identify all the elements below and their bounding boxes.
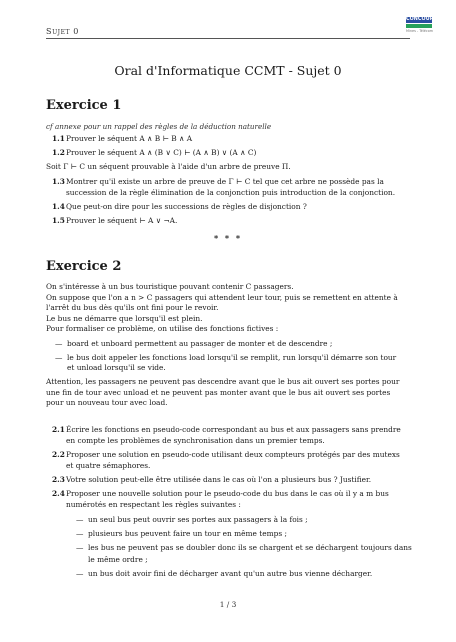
subject-header: Sujet 0 bbox=[46, 27, 79, 36]
question-number: 1.4 bbox=[52, 202, 65, 211]
exercise-2-heading: Exercice 2 bbox=[46, 259, 122, 274]
list-item bbox=[55, 339, 413, 350]
question-text: Prouver le séquent ⊢ A ∨ ¬A. bbox=[66, 216, 178, 225]
rule-item bbox=[76, 542, 416, 564]
list-item-text-continued: et unload lorsqu'il se vide. bbox=[67, 363, 166, 372]
question-text: Montrer qu'il existe un arbre de preuve de Γ ⊢ C tel que cet arbre ne possède pas la bbox=[66, 177, 384, 186]
question-text-continued: et quatre sémaphores. bbox=[66, 460, 151, 470]
question-text: Écrire les fonctions en pseudo-code correspondant au bus et aux passagers sans prendre bbox=[66, 425, 401, 434]
list-item-text: board et unboard permettent au passager de monter et de descendre ; bbox=[67, 339, 333, 348]
exercise-1-heading: Exercice 1 bbox=[46, 98, 122, 113]
question-number: 2.2 bbox=[52, 450, 65, 459]
paragraph-line: On s'intéresse à un bus touristique pouvant contenir C passagers. bbox=[46, 282, 294, 291]
question-2-4 bbox=[52, 489, 424, 510]
logo-subtext: Mines - Télécom bbox=[406, 29, 434, 33]
rule-text: les bus ne peuvent pas se doubler donc ils se chargent et se déchargent toujours dans bbox=[88, 543, 412, 553]
function-list bbox=[55, 339, 413, 374]
exercise-1-intro: cf annexe pour un rappel des règles de la déduction naturelle bbox=[46, 122, 272, 131]
question-text-continued: succession de la règle élimination de la conjonction puis introduction de la conjonction. bbox=[66, 187, 396, 197]
question-2-2 bbox=[52, 450, 424, 471]
rule-text: un bus doit avoir fini de décharger avant qu'un autre bus vienne décharger. bbox=[88, 568, 373, 578]
rule-text-continued: le même ordre ; bbox=[88, 554, 148, 564]
question-text: Que peut-on dire pour les successions de règles de disjonction ? bbox=[66, 202, 307, 211]
question-1-3 bbox=[52, 177, 424, 198]
paragraph-line: pour un nouveau tour avec load. bbox=[46, 398, 168, 407]
rule-item bbox=[76, 514, 416, 525]
question-number: 2.1 bbox=[52, 425, 65, 434]
paragraph-line: Pour formaliser ce problème, on utilise des fonctions fictives : bbox=[46, 324, 279, 333]
question-text: Prouver le séquent A ∧ (B ∨ C) ⊢ (A ∧ B) ∨ (A ∧ C) bbox=[66, 148, 257, 157]
question-number: 2.4 bbox=[52, 489, 65, 498]
question-1-4 bbox=[52, 202, 412, 213]
question-text: Proposer une solution en pseudo-code utilisant deux compteurs protégés par des mutexs bbox=[66, 450, 400, 459]
paragraph-line: On suppose que l'on a n > C passagers qui attendent leur tour, puis se remettent en attente à bbox=[46, 292, 398, 302]
question-number: 1.3 bbox=[52, 177, 65, 186]
list-item-text: le bus doit appeler les fonctions load lorsqu'il se remplit, run lorsqu'il démarre son tour bbox=[67, 352, 397, 362]
question-text-continued: en compte les problèmes de synchronisation dans un premier temps. bbox=[66, 435, 325, 445]
exercise-2-paragraph bbox=[46, 282, 412, 335]
paragraph-line: une fin de tour avec unload et ne peuvent pas monter avant que le bus ait ouvert ses portes bbox=[46, 387, 391, 397]
question-1-2 bbox=[52, 148, 412, 159]
question-number: 2.3 bbox=[52, 475, 65, 484]
soit-statement: Soit Γ ⊢ C un séquent prouvable à l'aide d'un arbre de preuve Π. bbox=[46, 162, 291, 171]
rule-item bbox=[76, 528, 416, 539]
paragraph-line: Attention, les passagers ne peuvent pas descendre avant que le bus ait ouvert ses portes pour bbox=[46, 377, 400, 386]
list-item bbox=[55, 353, 413, 374]
concours-logo bbox=[406, 17, 438, 35]
question-text: Votre solution peut-elle être utilisée dans le cas où l'on a plusieurs bus ? Justifier. bbox=[66, 475, 372, 484]
question-2-3 bbox=[52, 475, 424, 486]
header-rule bbox=[46, 38, 410, 39]
question-text: Prouver le séquent A ∧ B ⊢ B ∧ A bbox=[66, 134, 193, 143]
question-number: 1.1 bbox=[52, 134, 65, 143]
rule-item bbox=[76, 568, 416, 579]
logo-stripe bbox=[406, 24, 432, 28]
page-number: 1 / 3 bbox=[219, 600, 237, 609]
question-number: 1.5 bbox=[52, 216, 65, 225]
question-1-5 bbox=[52, 216, 412, 227]
question-1-1 bbox=[52, 134, 412, 145]
section-separator: * * * bbox=[213, 233, 243, 243]
paragraph-line: l'arrêt du bus dès qu'ils ont fini pour le revoir. bbox=[46, 303, 219, 312]
question-text-continued: numérotés en respectant les règles suivantes : bbox=[66, 499, 241, 509]
rule-text: plusieurs bus peuvent faire un tour en même temps ; bbox=[88, 529, 287, 539]
logo-text: CONCOURS bbox=[406, 17, 438, 22]
rule-text: un seul bus peut ouvrir ses portes aux passagers à la fois ; bbox=[88, 515, 308, 524]
question-2-1 bbox=[52, 425, 424, 446]
question-number: 1.2 bbox=[52, 148, 65, 157]
attention-paragraph bbox=[46, 377, 412, 409]
paragraph-line: Le bus ne démarre que lorsqu'il est plein. bbox=[46, 313, 203, 323]
page-title: Oral d'Informatique CCMT - Sujet 0 bbox=[114, 63, 342, 78]
rules-list bbox=[76, 514, 416, 579]
question-text: Proposer une nouvelle solution pour le pseudo-code du bus dans le cas où il y a m bus bbox=[66, 489, 389, 498]
